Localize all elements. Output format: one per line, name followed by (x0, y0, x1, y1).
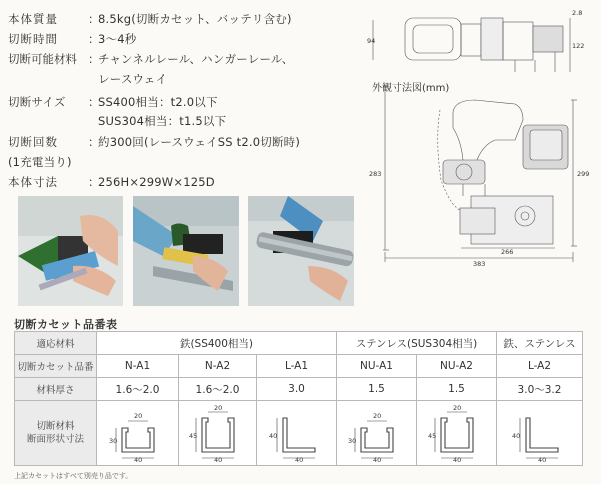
spec-value: 8.5kg(切断カセット、バッテリ含む) (98, 12, 292, 26)
spec-row (8, 51, 293, 67)
shape-dim-top: 20 (452, 403, 461, 412)
shape-dim-width: 40 (213, 455, 222, 462)
table-row (15, 332, 583, 355)
dim-283: 283 (369, 170, 382, 178)
spec-value: 256H×299W×125D (98, 175, 215, 189)
spec-colon: ： (88, 175, 100, 189)
shape-dim-height: 30 (347, 436, 356, 445)
spec-label: (1充電当り) (8, 155, 72, 169)
shape-dim-height: 40 (511, 431, 520, 440)
shape-dim-width: 40 (537, 455, 546, 462)
shape-dim-top: 20 (372, 411, 381, 420)
spec-label: 切断回数 (8, 135, 58, 149)
spec-colon: ： (88, 52, 100, 66)
spec-label: 切断可能材料 (8, 52, 77, 66)
spec-value: 3〜4秒 (98, 32, 137, 46)
thickness-cell: 1.6〜2.0 (97, 378, 179, 401)
spec-row (8, 94, 218, 110)
shape-dim-height: 30 (108, 436, 117, 445)
angle-profile-icon (267, 402, 327, 462)
rowhead-thickness: 材料厚さ (15, 378, 97, 401)
spec-colon: ： (88, 32, 100, 46)
channel-profile-icon (108, 402, 168, 462)
spec-row (8, 11, 292, 27)
spec-colon: ： (88, 135, 100, 149)
shape-dim-height: 40 (268, 431, 277, 440)
spec-value: SS400相当：t2.0以下 (98, 95, 218, 109)
model-cell: NU-A1 (337, 355, 417, 378)
table-row (15, 378, 583, 401)
drawing-caption: 外観寸法図(mm) (372, 83, 450, 94)
channel-profile-icon (188, 402, 248, 462)
group-steel: 鉄(SS400相当) (97, 332, 337, 355)
thickness-cell: 3.0 (257, 378, 337, 401)
table-title: 切断カセット品番表 (14, 318, 118, 331)
dim-266: 266 (501, 248, 514, 256)
shape-cell (337, 401, 417, 466)
shape-cell (257, 401, 337, 466)
shape-cell (497, 401, 583, 466)
spec-label: 切断サイズ (8, 95, 66, 109)
rowhead-model: 切断カセット品番 (15, 355, 97, 378)
model-cell: N-A2 (179, 355, 257, 378)
footnote: 上記カセットはすべて別売り品です。 (14, 472, 133, 480)
dim-122: 122 (572, 42, 585, 50)
cassette-table (14, 331, 583, 466)
shape-dim-height: 45 (427, 431, 436, 440)
group-both: 鉄、ステンレス (497, 332, 583, 355)
channel-profile-icon (347, 402, 407, 462)
spec-row (98, 113, 226, 129)
dim-2-8: 2.8 (572, 9, 583, 17)
spec-colon: ： (88, 12, 100, 26)
table-row (15, 355, 583, 378)
shape-dim-width: 40 (294, 455, 303, 462)
shape-dim-top: 20 (133, 411, 142, 420)
thickness-cell: 1.5 (337, 378, 417, 401)
spec-colon: ： (88, 95, 100, 109)
angle-profile-icon (510, 402, 570, 462)
product-photo-2 (133, 196, 239, 306)
model-cell: NU-A2 (417, 355, 497, 378)
model-cell: L-A1 (257, 355, 337, 378)
shape-cell (179, 401, 257, 466)
spec-label: 本体寸法 (8, 175, 58, 189)
group-stainless: ステンレス(SUS304相当) (337, 332, 497, 355)
spec-row (8, 31, 136, 47)
spec-label: 本体質量 (8, 12, 58, 26)
table-row (15, 401, 583, 466)
spec-row (8, 174, 215, 190)
product-photo-1 (18, 196, 123, 306)
spec-value: チャンネルレール、ハンガーレール、 (98, 52, 294, 66)
shape-dim-top: 20 (213, 403, 222, 412)
product-photo-3 (248, 196, 354, 306)
shape-dim-width: 40 (133, 455, 142, 462)
rowhead-material: 適応材料 (15, 332, 97, 355)
spec-row (8, 154, 72, 170)
shape-dim-width: 40 (372, 455, 381, 462)
spec-value: レースウェイ (98, 72, 168, 86)
thickness-cell: 1.6〜2.0 (179, 378, 257, 401)
thickness-cell: 1.5 (417, 378, 497, 401)
spec-value: SUS304相当：t1.5以下 (98, 114, 227, 128)
thickness-cell: 3.0〜3.2 (497, 378, 583, 401)
shape-cell (97, 401, 179, 466)
rowhead-shape: 切断材料 断面形状寸法 (15, 401, 97, 466)
dim-383: 383 (473, 260, 486, 268)
dim-299: 299 (577, 170, 590, 178)
outline-drawing (365, 0, 601, 272)
spec-label: 切断時間 (8, 32, 58, 46)
model-cell: L-A2 (497, 355, 583, 378)
spec-value: 約300回(レースウェイSS t2.0切断時) (98, 135, 301, 149)
spec-row (98, 71, 167, 87)
channel-profile-icon (427, 402, 487, 462)
shape-dim-height: 45 (188, 431, 197, 440)
shape-dim-width: 40 (452, 455, 461, 462)
model-cell: N-A1 (97, 355, 179, 378)
shape-cell (417, 401, 497, 466)
spec-row (8, 134, 300, 150)
dim-94: 94 (367, 37, 376, 45)
